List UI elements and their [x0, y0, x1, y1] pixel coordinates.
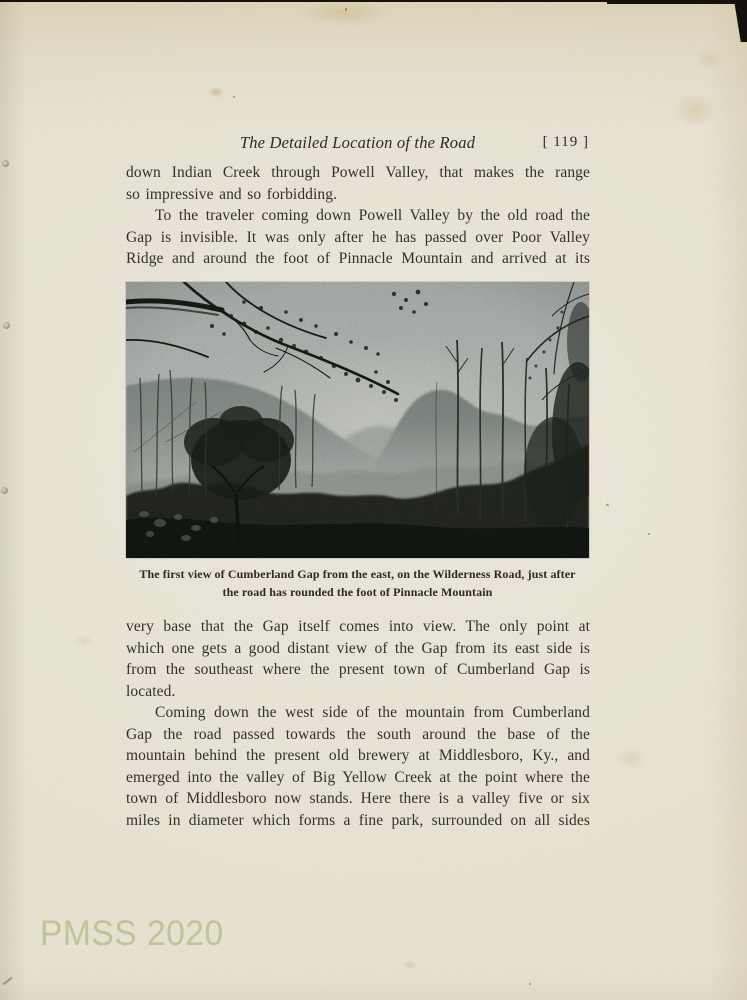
photo-illustration [126, 282, 589, 558]
text-line: mountain behind the present old brewery at Middlesboro, Ky., and [126, 747, 590, 764]
scan-speck [529, 983, 531, 985]
text-line: To the traveler coming down Powell Valley by the old road the [155, 207, 590, 224]
paper-stain [402, 960, 418, 970]
photo-caption [116, 565, 599, 601]
caption-line: the road has rounded the foot of Pinnacle Mountain [222, 585, 493, 599]
scan-speck [345, 8, 347, 11]
page-number: [ 119 ] [542, 134, 589, 150]
text-line: very base that the Gap itself comes into view. The only point at [126, 618, 590, 635]
pmss-watermark: PMSS 2020 [40, 914, 224, 953]
paper-stain [695, 48, 723, 70]
photograph-cumberland-gap [126, 282, 589, 558]
text-line: Gap is invisible. It was only after he has passed over Poor Valley [126, 228, 590, 246]
text-line: located. [126, 682, 176, 700]
text-line: Coming down the west side of the mountain from Cumberland [155, 704, 590, 721]
caption-line: The first view of Cumberland Gap from the east, on the Wilderness Road, just after [139, 567, 576, 581]
scan-scratch [3, 977, 13, 985]
text-line: Gap the road passed towards the south around the base of the [126, 725, 590, 743]
text-line: down Indian Creek through Powell Valley, that makes the range [126, 164, 590, 181]
paper-stain [616, 748, 646, 770]
running-head [126, 133, 589, 155]
paper-stain [74, 634, 94, 648]
text-line: so impressive and so forbidding. [126, 185, 338, 203]
text-line: Ridge and around the foot of Pinnacle Mountain and arrived at its [126, 250, 590, 267]
scan-corner-shadow [734, 0, 747, 42]
binder-hole [1, 487, 8, 494]
text-line: emerged into the valley of Big Yellow Creek at the point where the [126, 768, 590, 786]
body-text-upper [126, 162, 590, 270]
paper-stain [300, 0, 390, 26]
paper-stain [672, 92, 718, 128]
binder-hole [2, 160, 9, 167]
scan-top-edge-right [607, 0, 747, 4]
text-line: miles in diameter which forms a fine park, surrounded on all sides [126, 811, 590, 829]
paper-stain [208, 86, 224, 98]
binder-hole [3, 322, 10, 329]
text-line: town of Middlesboro now stands. Here there is a valley five or six [126, 790, 590, 807]
text-line: which one gets a good distant view of the Gap from its east side is [126, 639, 590, 657]
body-text-lower [126, 616, 590, 831]
scan-speck [233, 96, 235, 98]
chapter-title: The Detailed Location of the Road [239, 133, 476, 152]
scan-speck [648, 533, 650, 535]
scan-speck [606, 503, 610, 506]
text-line: from the southeast where the present town of Cumberland Gap is [126, 661, 590, 678]
